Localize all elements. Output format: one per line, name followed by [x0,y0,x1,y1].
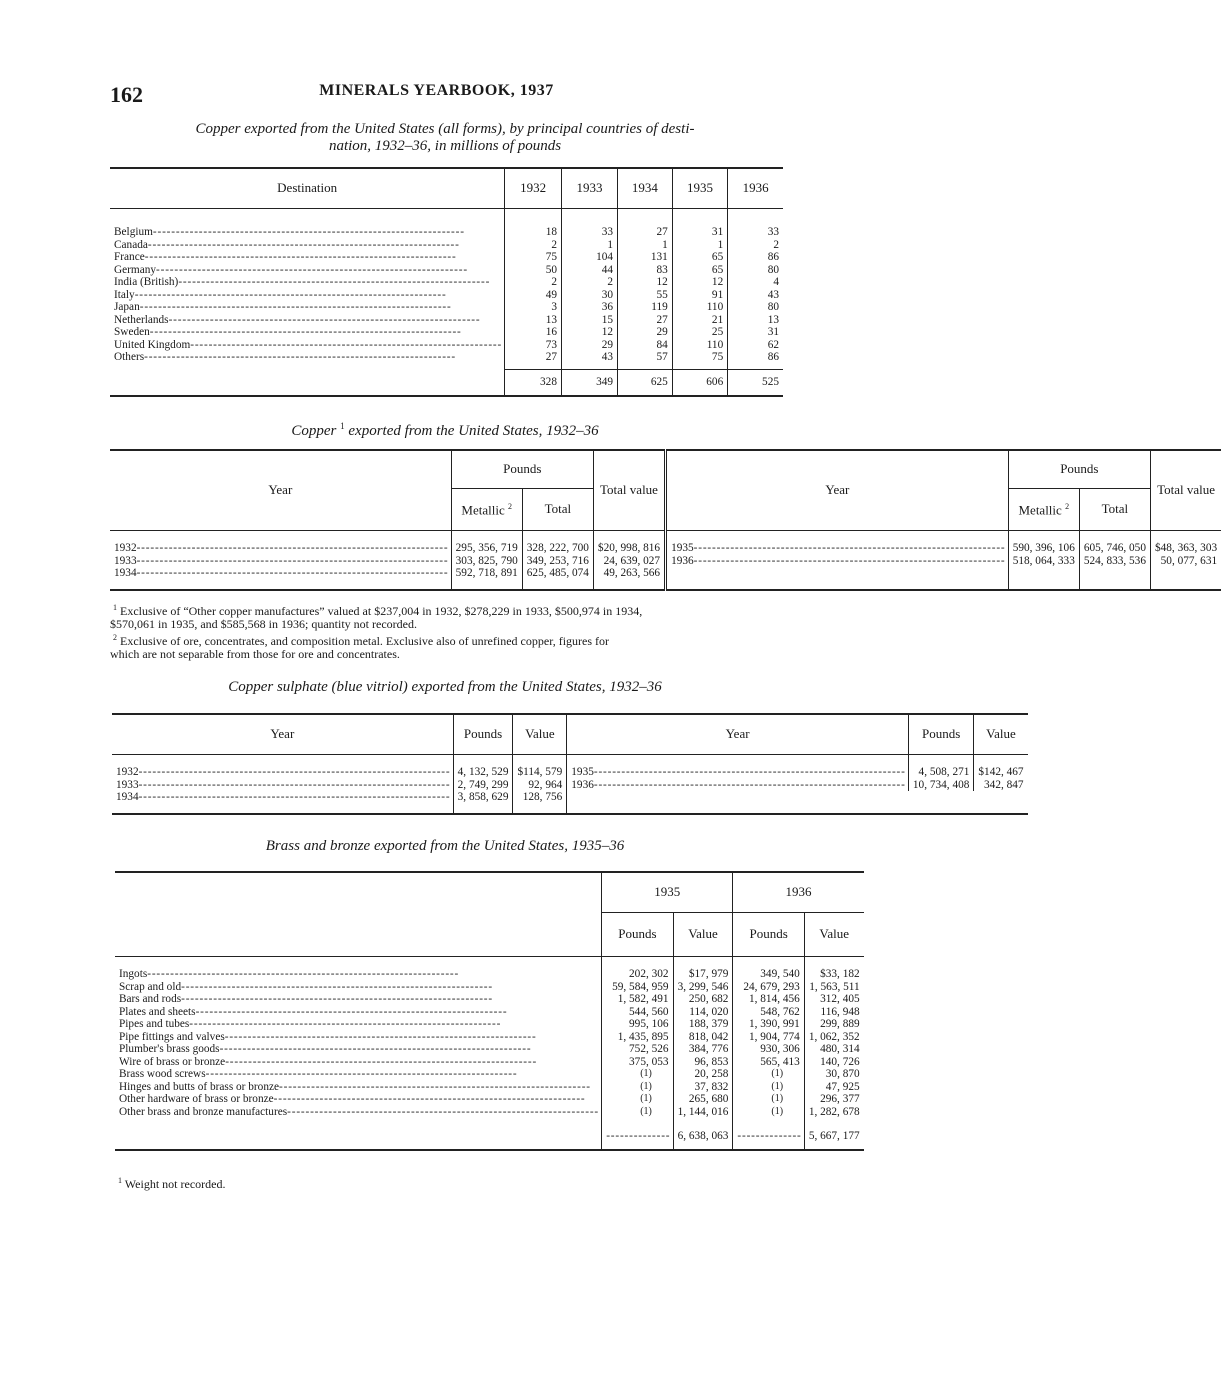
cell-value: 1, 814, 456 [733,993,804,1006]
row-label [116,779,449,792]
table-row [115,1056,864,1069]
row-label [114,351,500,364]
cell-value: 1, 062, 352 [804,1031,863,1044]
header-year: Year [567,714,909,754]
cell-value: 15 [561,314,617,327]
header-total-value: Total value [1150,450,1221,530]
cell-value: 16 [505,326,562,339]
cell-value: 25 [672,326,727,339]
cell-value: 43 [561,351,617,364]
cell-value: 24, 679, 293 [733,981,804,994]
row-label-text: Belgium [114,226,153,238]
running-head: MINERALS YEARBOOK, 1937 [319,82,554,99]
header-year: Year [112,714,453,754]
row-label [119,1043,597,1056]
cell-value: 3, 858, 629 [453,791,513,804]
table-row [110,251,783,264]
row-label [114,276,500,289]
cell-value: 131 [618,251,673,264]
cell-value: 116, 948 [804,1006,863,1019]
cell-value: 86 [728,251,783,264]
cell-value: 114, 020 [673,1006,733,1019]
table2-caption-pre: Copper [291,423,337,439]
cell-value: 384, 776 [673,1043,733,1056]
cell-value: 1, 563, 511 [804,981,863,994]
row-label-text: 1932 [114,542,137,554]
cell-value: 4, 508, 271 [908,766,973,779]
header-value: Value [974,714,1028,754]
cell-value: 31 [672,226,727,239]
row-label-text: Other hardware of brass or bronze [119,1093,274,1105]
cell-value: 73 [505,339,562,352]
header-year: 1932 [505,168,562,208]
cell-value: 4, 132, 529 [453,766,513,779]
footnote-1-sup: 1 [113,603,117,612]
row-label-text: Others [114,351,145,363]
totals-row [110,370,783,396]
row-label [114,542,447,555]
row-label [116,766,449,779]
table-row [115,1068,864,1081]
cell-value: 1, 390, 991 [733,1018,804,1031]
total-value: 349 [561,370,617,396]
cell-value: 29 [618,326,673,339]
cell-value: 75 [505,251,562,264]
cell-value: $33, 182 [804,968,863,981]
row-label [119,981,597,994]
header-destination: Destination [110,168,505,208]
cell-value: 3, 299, 546 [673,981,733,994]
cell-value: 65 [672,264,727,277]
row-label-text: Scrap and old [119,980,182,993]
cell-value: 565, 413 [733,1056,804,1069]
table-row [110,351,783,364]
cell-value: 49, 263, 566 [593,567,665,580]
cell-value: 80 [728,301,783,314]
row-label-text: Netherlands [114,313,169,326]
footnote-2-line2: which are not separable from those for ore and concentrates. [110,647,400,661]
row-label-text: 1933 [114,554,137,567]
cell-value: 752, 526 [602,1043,673,1056]
header-year-1936: 1936 [733,872,864,912]
cell-value: 27 [618,226,673,239]
table-row [112,791,1028,804]
totals-row [115,1124,864,1150]
table-row [110,567,1221,580]
cell-value: 50 [505,264,562,277]
cell-value: 299, 889 [804,1018,863,1031]
row-label-text: 1932 [116,766,139,778]
header-total: Total [522,488,593,530]
row-label-text: 1933 [116,778,139,791]
cell-value: (1) [602,1093,673,1106]
cell-value: 1 [561,239,617,252]
brass-bronze-table [115,871,864,1151]
cell-value: 1, 582, 491 [602,993,673,1006]
cell-value: 1, 435, 895 [602,1031,673,1044]
header-year: Year [666,450,1009,530]
header-metallic-sup: 2 [508,502,512,512]
footnote-1-line2: $570,061 in 1935, and $585,568 in 1936; quantity not recorded. [110,617,417,631]
footnotes [110,601,790,661]
copper-exports-table [110,449,1221,591]
cell-value: 30, 870 [804,1068,863,1081]
table4-footnote-text: Weight not recorded. [124,1177,226,1191]
cell-value: 1 [618,239,673,252]
row-label [114,239,500,252]
row-label-text: Plumber's brass goods [119,1043,220,1055]
header-pounds: Pounds [451,450,593,488]
row-label [114,555,447,568]
header-pounds: Pounds [908,714,973,754]
row-label [114,264,500,277]
cell-value: 18 [505,226,562,239]
row-label [119,993,597,1006]
total-value: 328 [505,370,562,396]
row-label [571,779,904,792]
row-label [119,1031,597,1044]
table1-caption-line2: nation, 1932–36, in millions of pounds [328,138,562,154]
cell-value: (1) [602,1068,673,1081]
cell-value: 47, 925 [804,1081,863,1094]
cell-value: (1) [602,1081,673,1094]
cell-value: 303, 825, 790 [451,555,522,568]
cell-value: 110 [672,301,727,314]
cell-value: 605, 746, 050 [1079,542,1150,555]
cell-value: 33 [728,226,783,239]
footnote-1 [110,601,790,618]
cell-value: 29 [561,339,617,352]
table4-footnote [118,1174,225,1191]
cell-value: 75 [672,351,727,364]
row-label-text: Pipes and tubes [119,1018,190,1030]
table2-caption [100,418,790,440]
cell-value: 12 [618,276,673,289]
table1-caption [100,121,790,155]
table-row [112,766,1028,779]
cell-value: 2 [505,276,562,289]
cell-value: 2, 749, 299 [453,779,513,792]
cell-value: 188, 379 [673,1018,733,1031]
cell-value: 86 [728,351,783,364]
cell-value: 2 [561,276,617,289]
total-value-1935: 6, 638, 063 [673,1124,733,1150]
cell-value: (1) [733,1081,804,1094]
cell-value: 518, 064, 333 [1008,555,1079,568]
table-row [110,301,783,314]
cell-value: 43 [728,289,783,302]
table-row [110,555,1221,568]
cell-value: 544, 560 [602,1006,673,1019]
row-label [114,339,500,352]
table4-footnote-sup: 1 [118,1176,122,1185]
cell-value: 296, 377 [804,1093,863,1106]
row-label-text: Plates and sheets [119,1005,196,1018]
cell-value: 328, 222, 700 [522,542,593,555]
row-label [114,326,500,339]
row-label-text: 1936 [571,778,594,791]
row-label-text: France [114,251,145,263]
header-total-value: Total value [593,450,665,530]
row-label-text: Ingots [119,968,148,980]
header-metallic [451,488,522,530]
table-row [115,981,864,994]
cell-value: 92, 964 [513,779,567,792]
header-pounds: Pounds [1008,450,1150,488]
cell-value: 1, 904, 774 [733,1031,804,1044]
cell-value: 548, 762 [733,1006,804,1019]
table-row [115,1018,864,1031]
table-row [110,314,783,327]
table-row [110,276,783,289]
row-label-text: Japan [114,301,140,313]
row-label-text: Brass wood screws [119,1068,206,1080]
cell-value: 375, 053 [602,1056,673,1069]
table-row [115,1031,864,1044]
table-row [110,542,1221,555]
header-metallic-label: Metallic [461,502,505,518]
cell-value: 21 [672,314,727,327]
cell-value: 27 [505,351,562,364]
row-label-text: 1934 [116,791,139,803]
row-label [671,542,1004,555]
cell-value: 625, 485, 074 [522,567,593,580]
row-label [671,555,1004,568]
cell-value: 119 [618,301,673,314]
cell-value: 96, 853 [673,1056,733,1069]
row-label-text: 1935 [571,766,594,778]
header-value: Value [804,912,863,956]
cell-value: 2 [505,239,562,252]
header-metallic-label: Metallic [1018,502,1062,518]
footnote-1-line1: Exclusive of “Other copper manufactures” valued at $237,004 in 1932, $278,229 in 1933, $500,974 in 1934, [120,604,643,618]
table1-caption-line1: Copper exported from the United States (all forms), by principal countries of desti- [195,121,695,137]
cell-value: 12 [561,326,617,339]
cell-value: 30 [561,289,617,302]
cell-value: 930, 306 [733,1043,804,1056]
header-metallic [1008,488,1079,530]
row-label [114,289,500,302]
row-label [571,766,904,779]
cell-value: 57 [618,351,673,364]
row-label-text: Italy [114,288,135,301]
cell-value: 349, 540 [733,968,804,981]
row-label-text: Canada [114,238,148,251]
table-row [115,1093,864,1106]
total-value: 525 [728,370,783,396]
cell-value: 202, 302 [602,968,673,981]
table-row [110,264,783,277]
cell-value: 312, 405 [804,993,863,1006]
row-label [116,791,449,804]
row-label-text: Pipe fittings and valves [119,1030,225,1043]
total-dash: - - - - - - - - - - - - - - [602,1124,673,1150]
cell-value: 83 [618,264,673,277]
total-dash: - - - - - - - - - - - - - - [733,1124,804,1150]
header-year: 1935 [672,168,727,208]
cell-value: 250, 682 [673,993,733,1006]
cell-value: 12 [672,276,727,289]
row-label-text: 1935 [671,542,694,554]
cell-value: 1, 144, 016 [673,1106,733,1119]
header-pounds: Pounds [733,912,804,956]
row-label [119,1068,597,1081]
table-row [110,239,783,252]
cell-value: 37, 832 [673,1081,733,1094]
header-metallic-sup: 2 [1065,502,1070,512]
row-label [119,968,597,981]
cell-value: (1) [602,1106,673,1119]
header-year: 1936 [728,168,783,208]
row-label [119,1093,597,1106]
header-year: 1934 [618,168,673,208]
cell-value: 1, 282, 678 [804,1106,863,1119]
row-label-text: Wire of brass or bronze [119,1055,226,1068]
table2-caption-post: exported from the United States, 1932–36 [348,423,599,439]
cell-value: $17, 979 [673,968,733,981]
cell-value: 995, 106 [602,1018,673,1031]
table-row [115,993,864,1006]
table-row [110,226,783,239]
table4-caption: Brass and bronze exported from the United States, 1935–36 [265,838,625,854]
cell-value: 524, 833, 536 [1079,555,1150,568]
header-item [115,872,602,956]
header-value: Value [513,714,567,754]
row-label [114,567,447,580]
table-row [115,1006,864,1019]
header-pounds: Pounds [453,714,513,754]
cell-value: $48, 363, 303 [1150,542,1221,555]
table-row [110,339,783,352]
cell-value: 265, 680 [673,1093,733,1106]
header-year-1935: 1935 [602,872,733,912]
cell-value: 27 [618,314,673,327]
table3-caption: Copper sulphate (blue vitriol) exported from the United States, 1932–36 [228,679,662,695]
cell-value: 91 [672,289,727,302]
cell-value: (1) [733,1093,804,1106]
row-label-text: 1936 [671,554,694,567]
cell-value: 84 [618,339,673,352]
cell-value: 140, 726 [804,1056,863,1069]
cell-value: 592, 718, 891 [451,567,522,580]
cell-value: 10, 734, 408 [908,779,973,792]
cell-value: 80 [728,264,783,277]
row-label-text: 1934 [114,567,137,579]
cell-value: 110 [672,339,727,352]
copper-by-destination-table [110,167,783,397]
total-value-1936: 5, 667, 177 [804,1124,863,1150]
total-value: 625 [618,370,673,396]
cell-value: 36 [561,301,617,314]
row-label [119,1006,597,1019]
row-label-text: Germany [114,263,157,276]
row-label [119,1106,597,1119]
cell-value: 62 [728,339,783,352]
header-year: 1933 [561,168,617,208]
row-label [114,301,500,314]
cell-value: 24, 639, 027 [593,555,665,568]
footnote-2 [110,631,790,648]
header-value: Value [673,912,733,956]
cell-value: 59, 584, 959 [602,981,673,994]
cell-value: $20, 998, 816 [593,542,665,555]
cell-value: 13 [728,314,783,327]
copper-sulphate-table [112,713,1028,815]
cell-value: 3 [505,301,562,314]
row-label-text: Sweden [114,326,150,338]
table-row [115,968,864,981]
header-year: Year [110,450,451,530]
cell-value: 50, 077, 631 [1150,555,1221,568]
total-value: 606 [672,370,727,396]
cell-value: 1 [672,239,727,252]
cell-value: 49 [505,289,562,302]
cell-value: 55 [618,289,673,302]
table-row [115,1106,864,1119]
table-row [115,1043,864,1056]
row-label [119,1081,597,1094]
table-row [115,1081,864,1094]
cell-value: (1) [733,1106,804,1119]
cell-value: 65 [672,251,727,264]
page-number: 162 [110,82,143,107]
row-label [114,314,500,327]
cell-value: 2 [728,239,783,252]
cell-value: 33 [561,226,617,239]
header-total: Total [1079,488,1150,530]
cell-value: (1) [733,1068,804,1081]
cell-value: 128, 756 [513,791,567,804]
row-label [119,1056,597,1069]
row-label-text: Bars and rods [119,993,182,1005]
row-label [119,1018,597,1031]
cell-value: 44 [561,264,617,277]
cell-value: $142, 467 [974,766,1028,779]
cell-value: 349, 253, 716 [522,555,593,568]
cell-value: 31 [728,326,783,339]
cell-value: 20, 258 [673,1068,733,1081]
cell-value: 104 [561,251,617,264]
row-label-text: Hinges and butts of brass or bronze [119,1080,280,1093]
cell-value: 342, 847 [974,779,1028,792]
table2-caption-sup: 1 [340,421,345,431]
cell-value: 590, 396, 106 [1008,542,1079,555]
table-row [112,779,1028,792]
header-pounds: Pounds [602,912,673,956]
cell-value: 4 [728,276,783,289]
footnote-2-line1: Exclusive of ore, concentrates, and composition metal. Exclusive also of unrefined copper, figures for [120,634,610,648]
footnote-2-sup: 2 [113,633,117,642]
cell-value: $114, 579 [513,766,567,779]
table-row [110,326,783,339]
row-label [114,226,500,239]
row-label-text: India (British) [114,276,179,288]
row-label-text: Other brass and bronze manufactures [119,1105,288,1118]
cell-value: 818, 042 [673,1031,733,1044]
row-label-text: United Kingdom [114,338,191,351]
cell-value: 13 [505,314,562,327]
table-row [110,289,783,302]
row-label [114,251,500,264]
cell-value: 295, 356, 719 [451,542,522,555]
cell-value: 480, 314 [804,1043,863,1056]
